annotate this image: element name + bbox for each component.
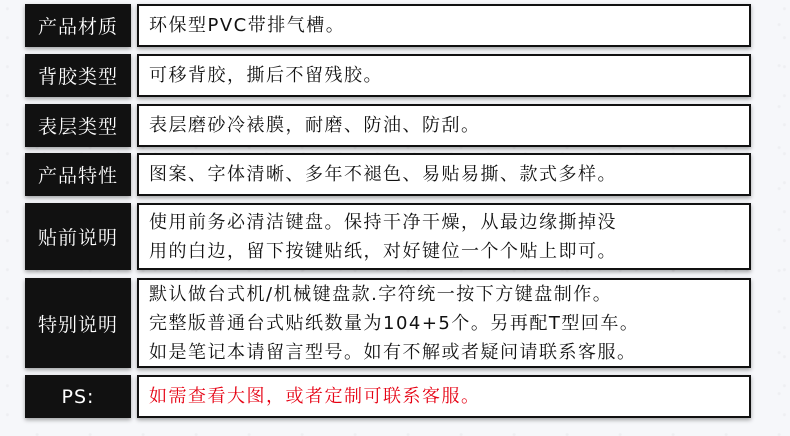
spec-row-features — [25, 153, 751, 196]
row-label: 表层类型 — [25, 104, 131, 147]
row-label: 贴前说明 — [25, 203, 131, 270]
row-label: 产品特性 — [25, 153, 131, 196]
row-content — [137, 104, 751, 147]
content-line: 如是笔记本请留言型号。如有不解或者疑问请联系客服。 — [149, 341, 637, 363]
content-line: 用的白边，留下按键贴纸，对好键位一个个贴上即可。 — [149, 240, 617, 262]
row-label: 产品材质 — [25, 4, 131, 47]
spec-row-surface — [25, 104, 751, 147]
spec-row-ps — [25, 375, 751, 418]
content-line: 图案、字体清晰、多年不褪色、易贴易撕、款式多样。 — [149, 164, 617, 185]
spec-row-special-notes — [25, 278, 751, 368]
row-label: 特别说明 — [25, 278, 131, 368]
row-content — [137, 153, 751, 196]
content-line: 环保型PVC带排气槽。 — [149, 15, 346, 36]
row-content — [137, 203, 751, 270]
spec-row-adhesive — [25, 54, 751, 97]
row-content — [137, 278, 751, 368]
spec-row-before-applying — [25, 203, 751, 270]
content-line: 完整版普通台式贴纸数量为104+5个。另再配T型回车。 — [149, 312, 640, 334]
content-line: 表层磨砂冷裱膜，耐磨、防油、防刮。 — [149, 115, 481, 136]
content-line: 默认做台式机/机械键盘款.字符统一按下方键盘制作。 — [149, 283, 613, 305]
content-line: 如需查看大图，或者定制可联系客服。 — [149, 386, 481, 407]
row-content — [137, 54, 751, 97]
content-line: 可移背胶，撕后不留残胶。 — [149, 65, 383, 86]
row-content — [137, 4, 751, 47]
spec-row-material — [25, 4, 751, 47]
content-line: 使用前务必清洁键盘。保持干净干燥，从最边缘撕掉没 — [149, 211, 617, 233]
row-content — [137, 375, 751, 418]
row-label: 背胶类型 — [25, 54, 131, 97]
row-label: PS: — [25, 375, 131, 418]
